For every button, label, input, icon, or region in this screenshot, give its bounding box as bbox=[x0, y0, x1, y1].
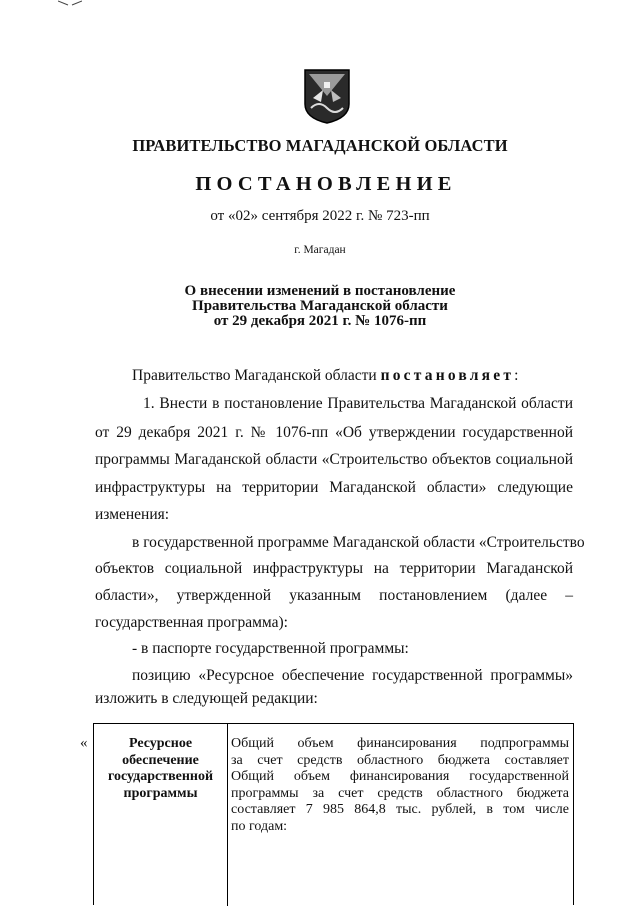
paragraph-2-line: области», утвержденной указанным постановлением (далее – bbox=[95, 587, 573, 604]
paragraph-4-last-line: изложить в следующей редакции: bbox=[95, 690, 318, 707]
paragraph-2-line: объектов социальной инфраструктуры на территории Магаданской bbox=[95, 560, 573, 577]
label-line: государственной bbox=[107, 769, 214, 784]
label-line: Ресурсное bbox=[128, 736, 193, 751]
paragraph-1-line: инфраструктуры на территории Магаданской области» следующие bbox=[95, 479, 573, 496]
document-city: г. Магадан bbox=[294, 244, 346, 256]
table-open-quote: « bbox=[80, 735, 88, 751]
table-label-cell bbox=[95, 736, 226, 802]
coat-of-arms-icon bbox=[303, 68, 351, 124]
label-line: обеспечение bbox=[122, 752, 199, 768]
text-line: Общий объем финансирования подпрограммы bbox=[231, 736, 569, 751]
text-last-line: по годам: bbox=[231, 818, 288, 834]
paragraph-1-last-line: изменения: bbox=[95, 506, 170, 523]
government-title: ПРАВИТЕЛЬСТВО МАГАДАНСКОЙ ОБЛАСТИ bbox=[132, 136, 508, 155]
text-line: за счет средств областного бюджета составляет bbox=[231, 752, 569, 768]
paragraph-4-line: позицию «Ресурсное обеспечение государственной программы» bbox=[132, 667, 573, 684]
paragraph-1-line: программы Магаданской области «Строительство объектов социальной bbox=[95, 451, 573, 468]
paragraph-1-line: 1. Внести в постановление Правительства Магаданской области bbox=[143, 395, 573, 412]
preamble-colon: : bbox=[514, 367, 519, 384]
preamble bbox=[132, 367, 518, 385]
table-text-cell bbox=[231, 736, 569, 835]
subject-line: Правительства Магаданской области bbox=[192, 298, 448, 314]
subject-line: от 29 декабря 2021 г. № 1076-пп bbox=[213, 313, 427, 329]
preamble-text: Правительство Магаданской области bbox=[132, 367, 377, 384]
table-column-divider bbox=[227, 724, 228, 906]
text-line: программы за счет средств областного бюджета bbox=[231, 785, 569, 801]
document-subject bbox=[0, 284, 640, 329]
paragraph-1-line: от 29 декабря 2021 г. № 1076-пп «Об утверждении государственной bbox=[95, 424, 573, 441]
paragraph-2-line: в государственной программе Магаданской области «Строительство bbox=[132, 534, 585, 551]
paragraph-2-last-line: государственная программа): bbox=[95, 614, 288, 631]
document-date-number: от «02» сентября 2022 г. № 723-пп bbox=[210, 208, 430, 224]
scan-corner-mark bbox=[58, 0, 82, 6]
text-line: Общий объем финансирования государственной bbox=[231, 769, 569, 784]
document-type: ПОСТАНОВЛЕНИЕ bbox=[195, 173, 457, 195]
preamble-keyword: постановляет bbox=[380, 367, 515, 384]
text-line: составляет 7 985 864,8 тыс. рублей, в том числе bbox=[231, 802, 569, 817]
paragraph-3: - в паспорте государственной программы: bbox=[132, 640, 409, 657]
subject-line: О внесении изменений в постановление bbox=[184, 283, 456, 299]
label-line: программы bbox=[123, 785, 198, 801]
